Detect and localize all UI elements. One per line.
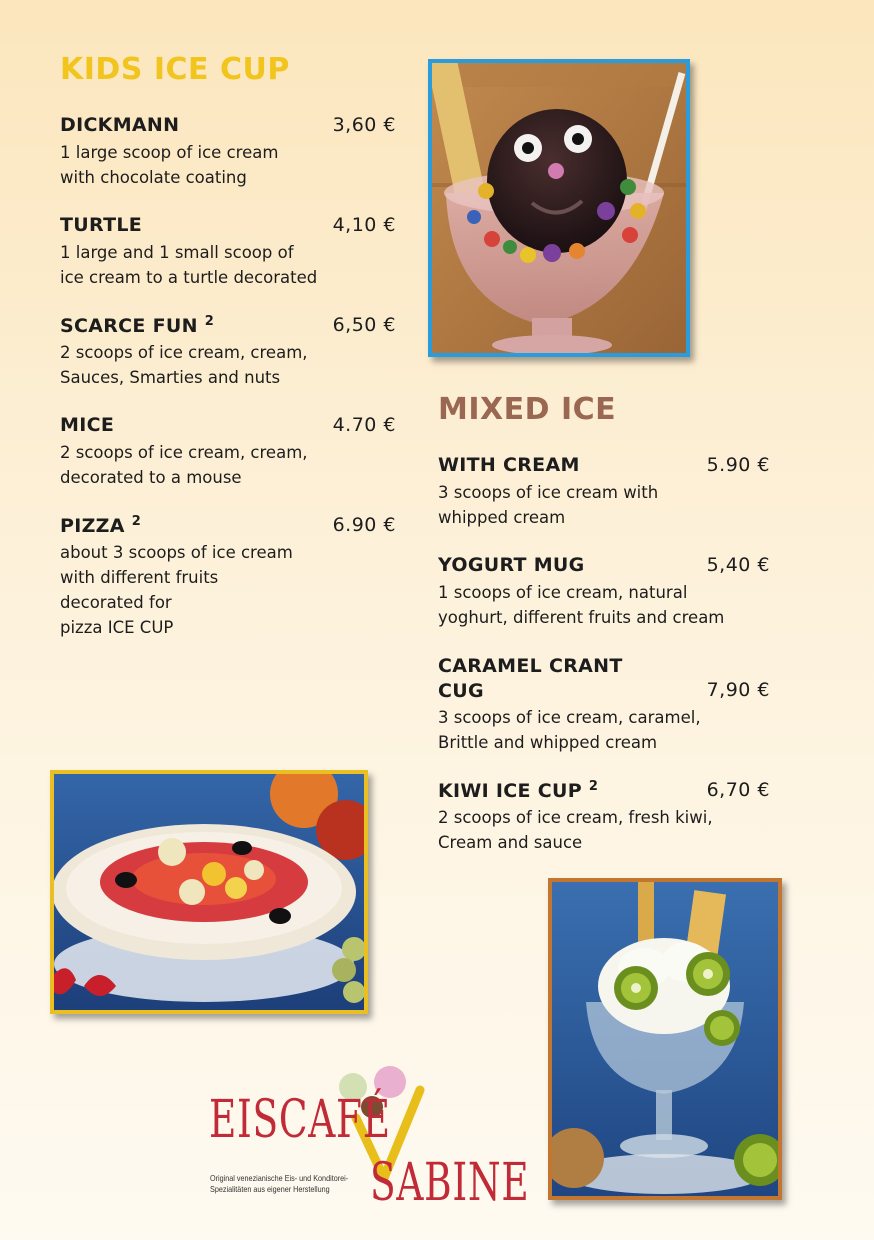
item-description: 2 scoops of ice cream, cream, Sauces, Smarties and nuts	[60, 343, 308, 387]
item-price: 4.70 €	[332, 414, 396, 436]
item-price: 6.90 €	[332, 514, 396, 536]
item-description: 1 scoops of ice cream, natural yoghurt, different fruits and cream	[438, 583, 725, 627]
menu-item-with-cream	[438, 454, 770, 530]
item-price: 5.90 €	[706, 454, 770, 476]
menu-item-scarce-fun	[60, 314, 396, 390]
item-name: WITH CREAM	[438, 454, 580, 476]
item-name: KIWI ICE CUP $^2$	[438, 779, 599, 802]
item-price: 7,90 €	[706, 679, 770, 701]
item-name: TURTLE	[60, 214, 143, 236]
kids-ice-cup-title: KIDS ICE CUP	[60, 52, 290, 87]
kiwi-ice-cup-photo	[548, 878, 782, 1200]
menu-item-turtle	[60, 214, 396, 290]
item-name: MICE	[60, 414, 115, 436]
item-name: SCARCE FUN $^2$	[60, 314, 215, 337]
item-description: 2 scoops of ice cream, fresh kiwi, Cream and sauce	[438, 808, 713, 852]
item-price: 6,50 €	[332, 314, 396, 336]
menu-item-pizza	[60, 514, 396, 640]
menu-item-mice	[60, 414, 396, 490]
kids-ice-cup-photo	[428, 59, 690, 357]
menu-item-yogurt-mug	[438, 554, 770, 630]
eiscafe-sabine-logo	[206, 1060, 530, 1213]
mixed-ice-title: MIXED ICE	[438, 392, 617, 427]
logo-brand-sabine: SABINE	[370, 1153, 530, 1213]
footnote-marker: 2	[204, 314, 215, 329]
menu-item-kiwi-ice-cup	[438, 779, 770, 855]
item-name: PIZZA $^2$	[60, 514, 142, 537]
item-name: YOGURT MUG	[438, 554, 585, 576]
item-name: DICKMANN	[60, 114, 180, 136]
item-description: 2 scoops of ice cream, cream, decorated to a mouse	[60, 443, 308, 487]
logo-brand-eiscafe: EISCAFÉ	[209, 1090, 391, 1150]
item-description: 3 scoops of ice cream with whipped cream	[438, 483, 659, 527]
item-price: 3,60 €	[332, 114, 396, 136]
item-description: 1 large and 1 small scoop of ice cream to a turtle decorated	[60, 243, 318, 287]
footnote-marker: 2	[131, 514, 142, 529]
item-price: 4,10 €	[332, 214, 396, 236]
pizza-ice-cup-photo	[50, 770, 368, 1014]
footnote-marker: 2	[588, 779, 599, 794]
menu-item-caramel-crant-cug	[438, 654, 770, 755]
item-description: 3 scoops of ice cream, caramel, Brittle and whipped cream	[438, 708, 701, 752]
logo-tagline: Original venezianische Eis- und Konditorei- Spezialitäten aus eigener Herstellung	[210, 1173, 349, 1194]
item-description: 1 large scoop of ice cream with chocolate coating	[60, 143, 279, 187]
item-name: CARAMEL CRANT CUG	[438, 655, 623, 702]
item-price: 6,70 €	[706, 779, 770, 801]
item-price: 5,40 €	[706, 554, 770, 576]
menu-item-dickmann	[60, 114, 396, 190]
item-description: about 3 scoops of ice cream with different fruits decorated for pizza ICE CUP	[60, 543, 293, 637]
